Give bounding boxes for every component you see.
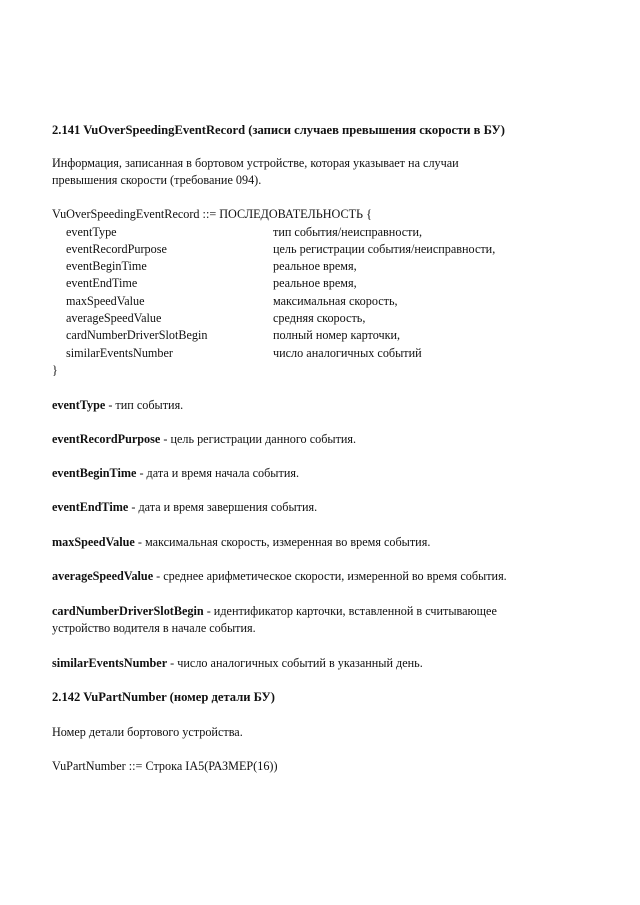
desc-paragraph bbox=[52, 465, 299, 482]
desc-paragraph bbox=[52, 534, 430, 551]
field-name: eventType bbox=[66, 225, 117, 239]
desc-text: - цель регистрации данного события. bbox=[160, 432, 357, 446]
field-name: similarEventsNumber bbox=[66, 346, 173, 360]
desc-text: - дата и время начала события. bbox=[136, 466, 299, 480]
desc-term: eventEndTime bbox=[52, 500, 129, 514]
desc-term: averageSpeedValue bbox=[52, 569, 154, 583]
field-name: eventRecordPurpose bbox=[66, 242, 167, 256]
section-141-intro-line1: Информация, записанная в бортовом устройстве, которая указывает на случаи bbox=[52, 156, 459, 170]
desc-text: - максимальная скорость, измеренная во время события. bbox=[134, 535, 431, 549]
desc-term: eventType bbox=[52, 398, 106, 412]
section-142-definition: VuPartNumber ::= Строка IA5(РАЗМЕР(16)) bbox=[52, 759, 278, 773]
desc-text: - идентификатор карточки, вставленной в считывающее bbox=[203, 604, 497, 618]
definition-close: } bbox=[52, 363, 58, 377]
field-name: maxSpeedValue bbox=[66, 294, 145, 308]
desc-paragraph bbox=[52, 655, 423, 672]
desc-paragraph bbox=[52, 568, 507, 585]
field-name: eventEndTime bbox=[66, 276, 138, 290]
field-desc: полный номер карточки, bbox=[273, 328, 401, 342]
desc-paragraph-continuation: устройство водителя в начале события. bbox=[52, 621, 256, 635]
desc-term: cardNumberDriverSlotBegin bbox=[52, 604, 204, 618]
field-desc: число аналогичных событий bbox=[273, 346, 422, 360]
field-desc: реальное время, bbox=[273, 276, 357, 290]
section-141-heading: 2.141 VuOverSpeedingEventRecord (записи случаев превышения скорости в БУ) bbox=[52, 123, 505, 137]
desc-term: eventBeginTime bbox=[52, 466, 137, 480]
field-desc: тип события/неисправности, bbox=[273, 225, 423, 239]
section-142-heading: 2.142 VuPartNumber (номер детали БУ) bbox=[52, 690, 275, 704]
field-name: cardNumberDriverSlotBegin bbox=[66, 328, 208, 342]
desc-paragraph bbox=[52, 499, 317, 516]
desc-paragraph bbox=[52, 431, 356, 448]
desc-text: - тип события. bbox=[105, 398, 184, 412]
desc-text: - число аналогичных событий в указанный день. bbox=[167, 656, 423, 670]
definition-open: VuOverSpeedingEventRecord ::= ПОСЛЕДОВАТЕЛЬНОСТЬ { bbox=[52, 207, 372, 221]
field-desc: максимальная скорость, bbox=[273, 294, 398, 308]
desc-paragraph bbox=[52, 397, 183, 414]
field-name: eventBeginTime bbox=[66, 259, 147, 273]
field-desc: средняя скорость, bbox=[273, 311, 366, 325]
desc-text: - дата и время завершения события. bbox=[128, 500, 318, 514]
desc-term: maxSpeedValue bbox=[52, 535, 135, 549]
section-141-intro-line2: превышения скорости (требование 094). bbox=[52, 173, 262, 187]
field-name: averageSpeedValue bbox=[66, 311, 162, 325]
desc-text: - среднее арифметическое скорости, измеренной во время события. bbox=[153, 569, 507, 583]
desc-term: similarEventsNumber bbox=[52, 656, 168, 670]
field-desc: реальное время, bbox=[273, 259, 357, 273]
field-desc: цель регистрации события/неисправности, bbox=[273, 242, 496, 256]
section-142-intro: Номер детали бортового устройства. bbox=[52, 725, 243, 739]
desc-paragraph bbox=[52, 603, 497, 620]
desc-term: eventRecordPurpose bbox=[52, 432, 161, 446]
